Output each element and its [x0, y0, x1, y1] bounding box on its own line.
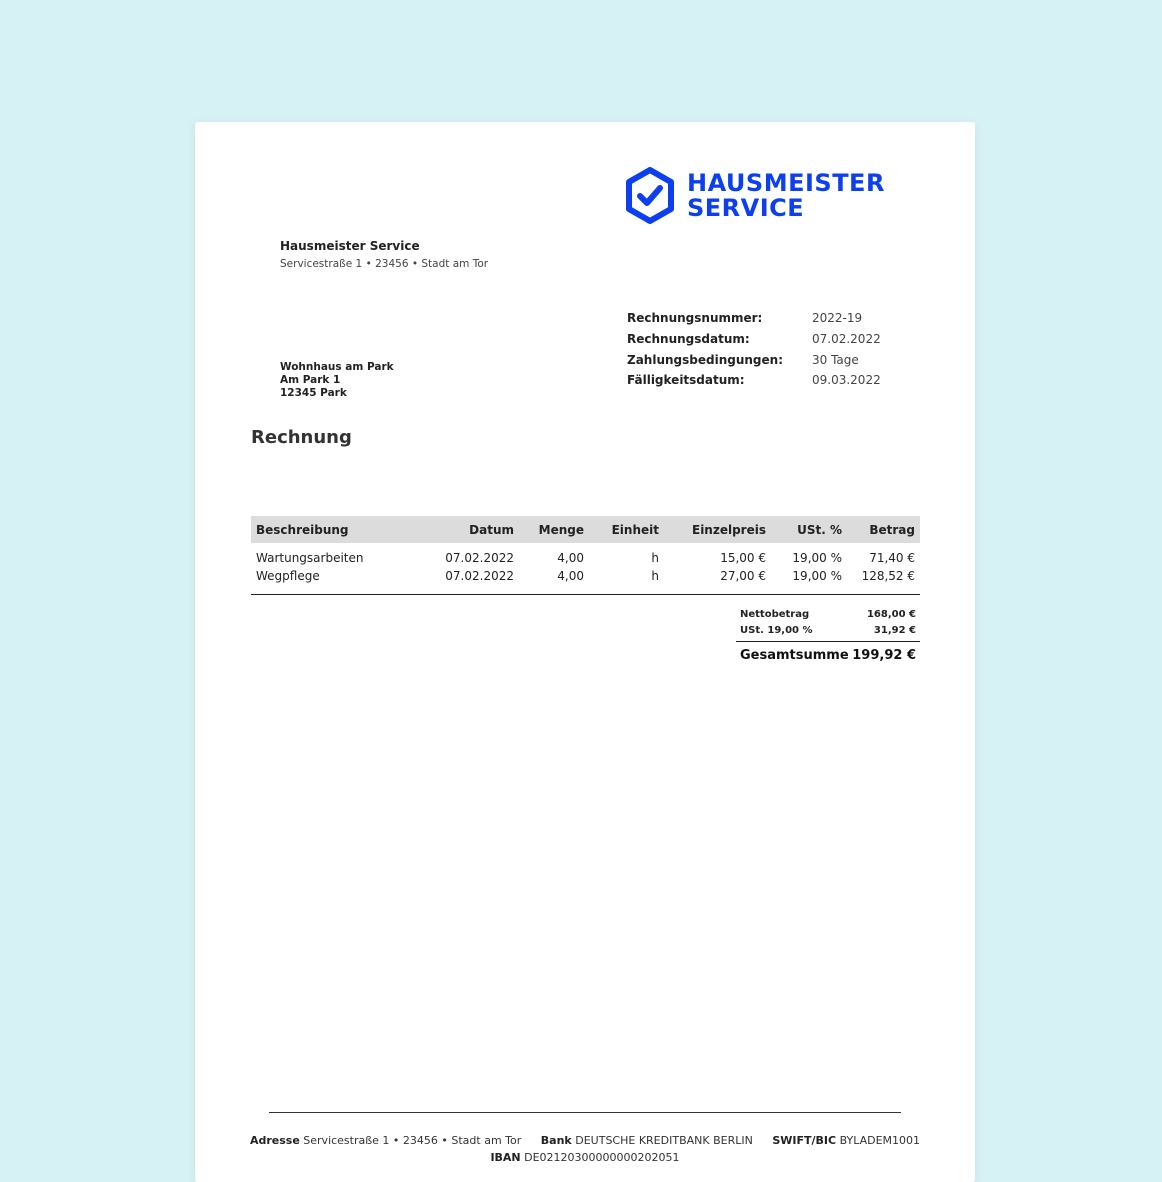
grand-total-value: 199,92 €	[852, 647, 916, 663]
meta-row-invoice-date	[627, 329, 881, 350]
column-header: Einzelpreis	[664, 516, 771, 543]
vat-row	[736, 622, 920, 638]
table-cell: 4,00	[557, 551, 584, 565]
footer-line-2	[195, 1149, 975, 1166]
meta-value: 09.03.2022	[812, 373, 881, 388]
table-cell: 71,40 €	[869, 551, 915, 565]
hexagon-check-icon	[625, 167, 675, 224]
totals-divider	[736, 641, 920, 642]
totals-block	[736, 606, 920, 667]
table-cell: 07.02.2022	[445, 569, 514, 583]
table-cell: 4,00	[557, 569, 584, 583]
footer-bank-label: Bank	[540, 1134, 572, 1147]
sender-block	[280, 239, 488, 270]
document-title: Rechnung	[251, 427, 352, 448]
table-cell: Wegpflege	[256, 569, 320, 583]
table-bottom-divider	[251, 594, 920, 595]
table-row	[251, 567, 920, 593]
table-cell: h	[651, 569, 659, 583]
table-cell: 19,00 %	[792, 569, 842, 583]
footer	[195, 1132, 975, 1166]
meta-row-invoice-number	[627, 308, 881, 329]
grand-total-label: Gesamtsumme	[740, 647, 849, 663]
recipient-line-1: Wohnhaus am Park	[280, 361, 394, 373]
invoice-meta	[627, 308, 881, 391]
footer-iban-value: DE02120300000000202051	[524, 1151, 680, 1164]
sender-name: Hausmeister Service	[280, 239, 420, 253]
recipient-line-2: Am Park 1	[280, 374, 341, 386]
column-header: Menge	[519, 516, 589, 543]
brand-line-1: HAUSMEISTER	[687, 168, 885, 197]
footer-bank	[541, 1134, 753, 1147]
table-cell: 15,00 €	[720, 551, 766, 565]
column-header: USt. %	[771, 516, 847, 543]
meta-row-payment-terms	[627, 349, 881, 370]
table-cell: 27,00 €	[720, 569, 766, 583]
vat-value: 31,92 €	[873, 624, 916, 636]
footer-address	[250, 1134, 521, 1147]
net-amount-value: 168,00 €	[866, 608, 916, 620]
footer-swift-label: SWIFT/BIC	[772, 1134, 837, 1147]
line-items-table	[251, 516, 920, 593]
column-header: Datum	[421, 516, 519, 543]
table-row	[251, 543, 920, 567]
recipient-address	[280, 361, 394, 400]
invoice-page	[195, 122, 975, 1182]
net-amount-label: Nettobetrag	[740, 608, 810, 620]
table-cell: 128,52 €	[861, 569, 915, 583]
meta-row-due-date	[627, 370, 881, 391]
meta-label: Fälligkeitsdatum:	[627, 373, 745, 388]
footer-divider	[269, 1112, 901, 1113]
brand-logo	[625, 167, 885, 224]
sender-address: Servicestraße 1 • 23456 • Stadt am Tor	[280, 258, 489, 270]
vat-label: USt. 19,00 %	[740, 624, 813, 636]
footer-address-value: Servicestraße 1 • 23456 • Stadt am Tor	[303, 1134, 522, 1147]
meta-label: Rechnungsnummer:	[627, 311, 763, 326]
table-cell: 19,00 %	[792, 551, 842, 565]
column-header: Betrag	[847, 516, 920, 543]
footer-iban-label: IBAN	[490, 1151, 521, 1164]
table-cell: Wartungsarbeiten	[256, 551, 364, 565]
meta-value: 30 Tage	[812, 352, 859, 367]
footer-address-label: Adresse	[249, 1134, 300, 1147]
recipient-line-3: 12345 Park	[280, 387, 347, 399]
table-cell: h	[651, 551, 659, 565]
footer-swift	[772, 1134, 920, 1147]
meta-label: Rechnungsdatum:	[627, 332, 750, 347]
footer-line-1	[195, 1132, 975, 1149]
column-header: Einheit	[589, 516, 664, 543]
meta-value: 07.02.2022	[812, 332, 881, 347]
meta-label: Zahlungsbedingungen:	[627, 352, 783, 367]
table-header-row	[251, 516, 920, 543]
table-cell: 07.02.2022	[445, 551, 514, 565]
brand-line-2: SERVICE	[687, 193, 805, 222]
net-amount-row	[736, 606, 920, 622]
grand-total-row	[736, 643, 920, 667]
column-header: Beschreibung	[251, 516, 421, 543]
footer-bank-value: DEUTSCHE KREDITBANK BERLIN	[575, 1134, 753, 1147]
footer-swift-value: BYLADEM1001	[839, 1134, 921, 1147]
meta-value: 2022-19	[812, 311, 863, 326]
footer-iban	[490, 1151, 679, 1164]
brand-wordmark	[687, 168, 885, 222]
